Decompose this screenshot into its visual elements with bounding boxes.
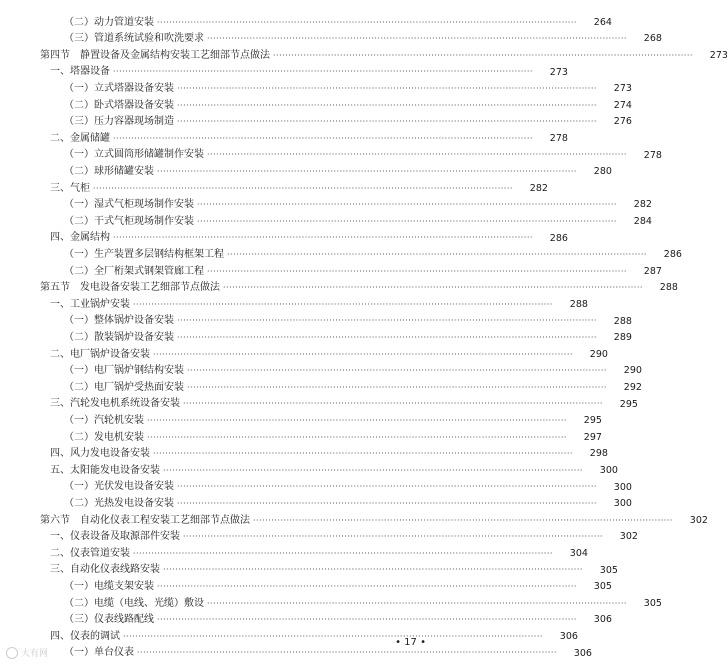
toc-entry-page: 282 [529, 182, 548, 194]
toc-entry-title: 一、工业锅炉安装 [50, 298, 130, 310]
toc-leader-dots [137, 649, 557, 657]
toc-entry-title: （二）电厂锅炉受热面安装 [64, 381, 184, 393]
toc-entry[interactable] [0, 280, 678, 297]
toc-entry-page: 305 [599, 564, 618, 576]
toc-entry-title: （二）球形储罐安装 [64, 165, 154, 177]
toc-entry[interactable] [0, 446, 608, 463]
toc-leader-dots [133, 301, 553, 309]
toc-leader-dots [153, 351, 573, 359]
toc-entry-page: 289 [613, 332, 632, 344]
toc-entry-page: 288 [659, 282, 678, 294]
toc-leader-dots [123, 633, 543, 641]
toc-entry[interactable] [0, 80, 632, 97]
toc-entry[interactable] [0, 64, 568, 81]
toc-leader-dots [187, 367, 607, 375]
toc-entry-page: 280 [593, 166, 612, 178]
toc-leader-dots [157, 583, 577, 591]
toc-entry[interactable] [0, 479, 632, 496]
toc-leader-dots [163, 467, 583, 475]
toc-entry-page: 306 [573, 647, 592, 659]
toc-entry[interactable] [0, 246, 682, 263]
toc-leader-dots [157, 19, 577, 27]
toc-entry-page: 286 [663, 249, 682, 261]
toc-entry-title: 二、电厂锅炉设备安装 [50, 348, 150, 360]
toc-entry-page: 273 [549, 66, 568, 78]
toc-entry-title: 一、仪表设备及取源部件安装 [50, 531, 180, 543]
toc-entry[interactable] [0, 213, 652, 230]
toc-leader-dots [207, 35, 627, 43]
toc-leader-dots [187, 384, 607, 392]
toc-entry-page: 300 [599, 464, 618, 476]
toc-entry-page: 290 [623, 365, 642, 377]
toc-entry[interactable] [0, 379, 642, 396]
toc-entry-title: （一）立式塔器设备安装 [64, 82, 174, 94]
watermark-logo-icon [6, 647, 18, 659]
toc-leader-dots [253, 517, 673, 525]
toc-entry-title: 四、仪表的调试 [50, 630, 120, 642]
toc-leader-dots [183, 533, 603, 541]
toc-entry[interactable] [0, 628, 578, 645]
toc-leader-dots [113, 135, 533, 143]
toc-leader-dots [223, 284, 643, 292]
toc-entry-title: （一）汽轮机安装 [64, 414, 144, 426]
toc-entry[interactable] [0, 412, 602, 429]
toc-entry-page: 274 [613, 99, 632, 111]
toc-entry-page: 305 [643, 597, 662, 609]
toc-entry-page: 273 [613, 83, 632, 95]
toc-leader-dots [227, 251, 647, 259]
toc-entry-title: （二）光热发电设备安装 [64, 497, 174, 509]
toc-entry-page: 295 [583, 415, 602, 427]
toc-entry-page: 282 [633, 199, 652, 211]
toc-entry[interactable] [0, 462, 618, 479]
toc-entry-title: 三、气柜 [50, 182, 90, 194]
toc-leader-dots [177, 85, 597, 93]
toc-entry-page: 276 [613, 116, 632, 128]
watermark [6, 646, 48, 659]
toc-entry-page: 304 [569, 547, 588, 559]
toc-leader-dots [177, 483, 597, 491]
toc-entry-page: 302 [619, 531, 638, 543]
toc-entry-page: 297 [583, 431, 602, 443]
toc-entry[interactable] [0, 14, 612, 31]
toc-entry-title: （二）电缆（电线、光缆）敷设 [64, 597, 204, 609]
toc-entry[interactable] [0, 114, 632, 131]
toc-leader-dots [207, 151, 627, 159]
toc-entry-title: （一）电缆支架安装 [64, 580, 154, 592]
toc-leader-dots [163, 566, 583, 574]
toc-leader-dots [177, 118, 597, 126]
toc-entry-title: 五、太阳能发电设备安装 [50, 464, 160, 476]
toc-entry[interactable] [0, 163, 612, 180]
toc-leader-dots [177, 317, 597, 325]
toc-entry-title: （二）卧式塔器设备安装 [64, 99, 174, 111]
toc-entry[interactable] [0, 645, 592, 662]
toc-entry[interactable] [0, 263, 662, 280]
toc-entry-title: 一、塔器设备 [50, 66, 110, 78]
toc-entry-page: 305 [593, 581, 612, 593]
toc-leader-dots [177, 334, 597, 342]
toc-entry-page: 302 [689, 514, 708, 526]
toc-entry-page: 306 [559, 630, 578, 642]
toc-entry-title: （一）光伏发电设备安装 [64, 481, 174, 493]
toc-entry[interactable] [0, 512, 708, 529]
toc-leader-dots [197, 218, 617, 226]
toc-leader-dots [177, 500, 597, 508]
toc-entry[interactable] [0, 147, 662, 164]
toc-entry-title: （二）干式气柜现场制作安装 [64, 215, 194, 227]
toc-entry-page: 264 [593, 16, 612, 28]
toc-entry-title: 第六节 自动化仪表工程安装工艺细部节点做法 [40, 514, 250, 526]
toc-entry-page: 278 [643, 149, 662, 161]
toc-entry-page: 287 [643, 265, 662, 277]
toc-entry[interactable] [0, 130, 568, 147]
toc-entry-page: 300 [613, 498, 632, 510]
toc-entry[interactable] [0, 230, 568, 247]
toc-entry[interactable] [0, 346, 608, 363]
toc-leader-dots [157, 168, 577, 176]
toc-entry[interactable] [0, 31, 662, 48]
toc-entry-title: 第五节 发电设备安装工艺细部节点做法 [40, 282, 220, 294]
toc-entry[interactable] [0, 562, 618, 579]
toc-leader-dots [113, 68, 533, 76]
toc-leader-dots [153, 450, 573, 458]
toc-entry-title: 四、风力发电设备安装 [50, 448, 150, 460]
toc-entry[interactable] [0, 296, 588, 313]
toc-entry-title: （二）发电机安装 [64, 431, 144, 443]
toc-entry[interactable] [0, 363, 642, 380]
toc-entry-title: （一）生产装置多层钢结构框架工程 [64, 248, 224, 260]
toc-entry-title: （一）单台仪表 [64, 647, 134, 659]
toc-entry[interactable] [0, 97, 632, 114]
toc-entry[interactable] [0, 529, 638, 546]
toc-entry-page: 292 [623, 381, 642, 393]
toc-entry[interactable] [0, 612, 612, 629]
toc-entry[interactable] [0, 313, 632, 330]
toc-entry[interactable] [0, 595, 662, 612]
toc-entry[interactable] [0, 495, 632, 512]
toc-leader-dots [157, 616, 577, 624]
toc-entry-page: 290 [589, 348, 608, 360]
toc-entry[interactable] [0, 545, 588, 562]
toc-entry-page: 298 [589, 448, 608, 460]
toc-entry[interactable] [0, 429, 602, 446]
toc-entry-page: 306 [593, 614, 612, 626]
toc-leader-dots [207, 268, 627, 276]
toc-entry[interactable] [0, 197, 652, 214]
toc-entry-title: （一）电厂锅炉钢结构安装 [64, 365, 184, 377]
toc-entry-title: 四、金属结构 [50, 232, 110, 244]
toc-entry-title: 三、汽轮发电机系统设备安装 [50, 398, 180, 410]
toc-leader-dots [147, 417, 567, 425]
toc-leader-dots [113, 234, 533, 242]
toc-entry-page: 300 [613, 481, 632, 493]
toc-entry-title: （一）湿式气柜现场制作安装 [64, 199, 194, 211]
watermark-text: 大有网 [21, 649, 49, 659]
toc-entry[interactable] [0, 578, 612, 595]
toc-entry-page: 295 [619, 398, 638, 410]
toc-entry-title: （三）管道系统试验和吹洗要求 [64, 33, 204, 45]
toc-leader-dots [273, 52, 693, 60]
toc-entry-page: 268 [643, 33, 662, 45]
toc-leader-dots [133, 550, 553, 558]
toc-entry-page: 273 [709, 49, 728, 61]
toc-entry-title: 二、金属储罐 [50, 132, 110, 144]
page-number: • 17 • [395, 637, 426, 648]
toc-entry-title: （一）立式圆筒形储罐制作安装 [64, 149, 204, 161]
toc-entry[interactable] [0, 329, 632, 346]
toc-entry-title: 第四节 静置设备及金属结构安装工艺细部节点做法 [40, 49, 270, 61]
toc-entry-page: 288 [569, 298, 588, 310]
toc-entry-title: （二）散装锅炉设备安装 [64, 331, 174, 343]
toc-leader-dots [177, 102, 597, 110]
toc-entry-title: （二）动力管道安装 [64, 16, 154, 28]
toc-entry[interactable] [0, 47, 728, 64]
toc-entry-page: 278 [549, 132, 568, 144]
toc-entry-title: （三）压力容器现场制造 [64, 116, 174, 128]
toc-leader-dots [93, 185, 513, 193]
toc-entry-page: 286 [549, 232, 568, 244]
toc-entry-page: 284 [633, 215, 652, 227]
toc-entry[interactable] [0, 180, 548, 197]
toc-entry-title: 三、自动化仪表线路安装 [50, 564, 160, 576]
toc-leader-dots [207, 600, 627, 608]
toc-entry-page: 288 [613, 315, 632, 327]
toc-entry[interactable] [0, 396, 638, 413]
toc-entry-title: （一）整体锅炉设备安装 [64, 315, 174, 327]
toc-entry-title: （三）仪表线路配线 [64, 614, 154, 626]
toc-leader-dots [147, 434, 567, 442]
toc-entry-title: （二）全厂桁架式钢架管廊工程 [64, 265, 204, 277]
toc-entry-title: 二、仪表管道安装 [50, 547, 130, 559]
toc-leader-dots [197, 201, 617, 209]
toc-leader-dots [183, 400, 603, 408]
